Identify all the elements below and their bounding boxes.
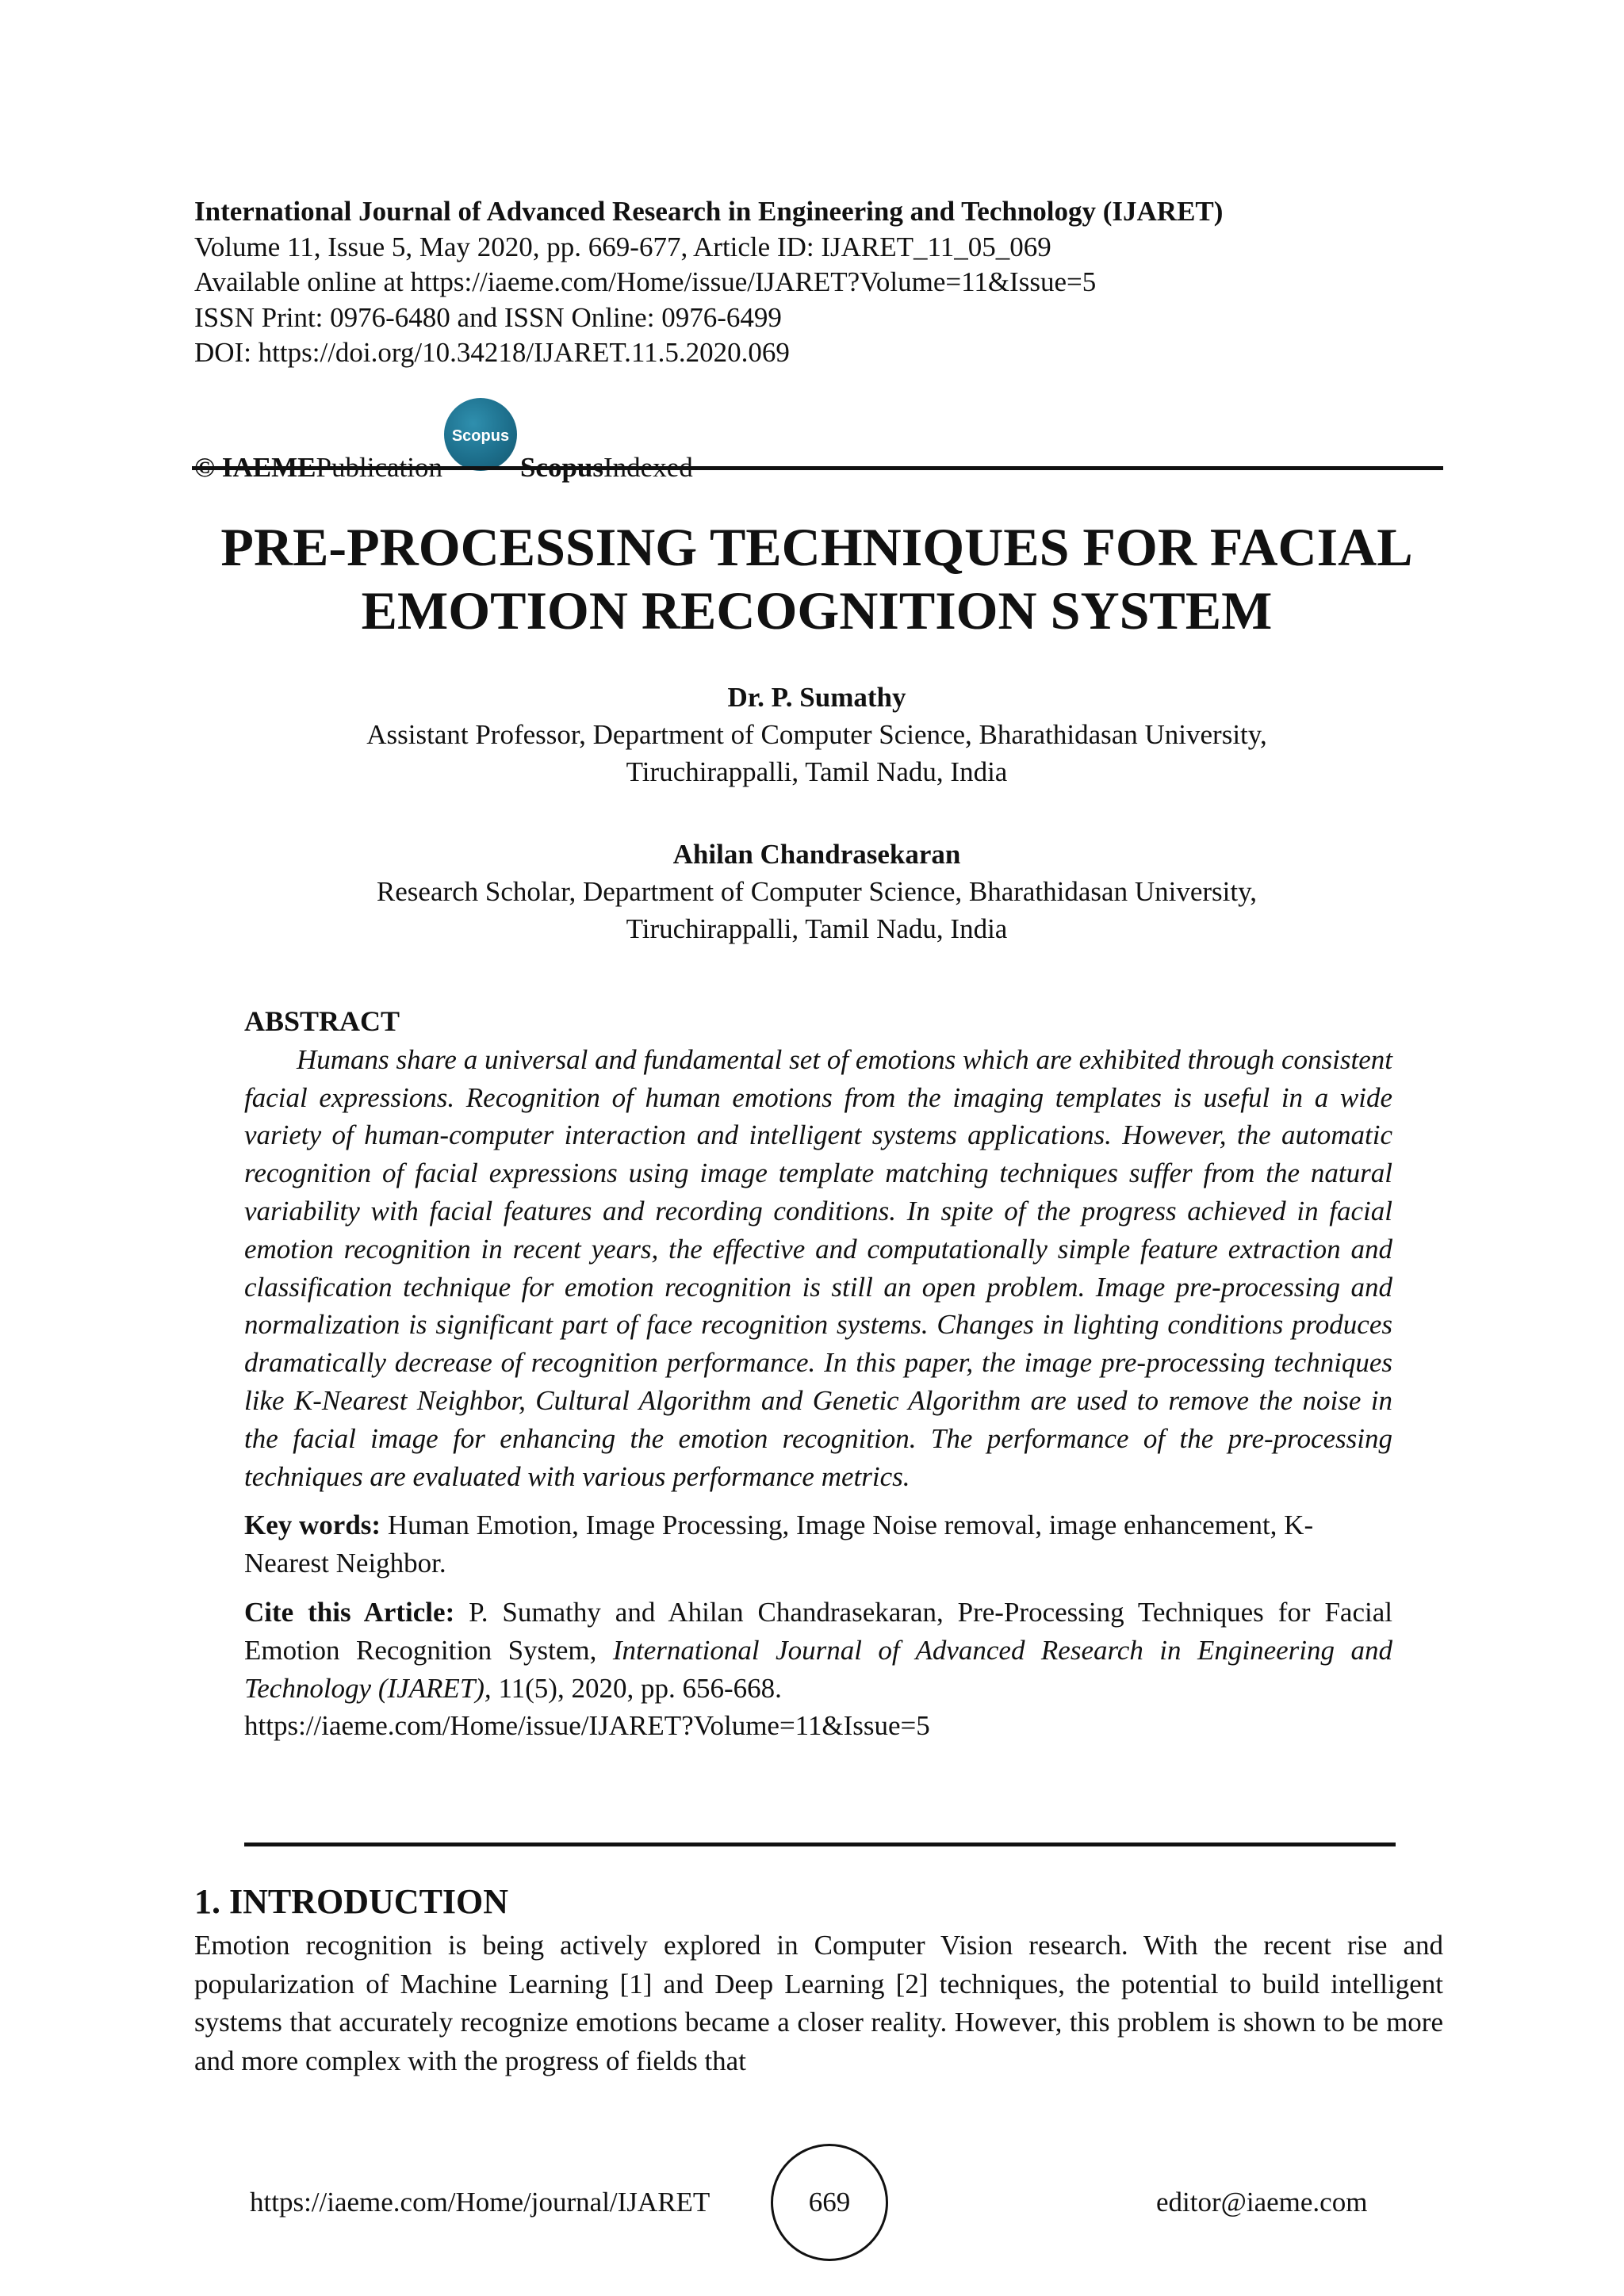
paper-title-line-1: PRE-PROCESSING TECHNIQUES FOR FACIAL — [220, 517, 1413, 577]
cite-details: 11(5), 2020, pp. 656-668. — [491, 1672, 782, 1704]
footer-email-link[interactable]: editor@iaeme.com — [1156, 2187, 1368, 2218]
scopus-logo — [444, 398, 517, 471]
author-affiliation-line-2: Tiruchirappalli, Tamil Nadu, India — [626, 756, 1008, 787]
cite-this-article — [244, 1594, 1392, 1745]
indexed-text: Indexed — [603, 452, 693, 483]
abstract-body: Humans share a universal and fundamental set of emotions which are exhibited through consistent facial expressions. Recognition of human emotions from the imaging templates is useful in a wide variety of human-computer interaction and intelligent systems applications. However, the automatic recognition of facial expressions using image template matching techniques suffer from the natural variability with facial features and recording conditions. In spite of the progress achieved in facial emotion recognition in recent years, the effective and computationally simple feature extraction and classification technique for emotion recognition is still an open problem. Image pre-processing and normalization is significant part of face recognition systems. Changes in lighting conditions produces dramatically decrease of recognition performance. In this paper, the image pre-processing techniques like K-Nearest Neighbor, Cultural Algorithm and Genetic Algorithm are used to remove the noise in the facial image for enhancing the emotion recognition. The performance of the pre-processing techniques are evaluated with various performance metrics. — [244, 1043, 1392, 1492]
author-affiliation-line-2: Tiruchirappalli, Tamil Nadu, India — [626, 913, 1008, 944]
author-affiliation-line-1: Research Scholar, Department of Computer Science, Bharathidasan University, — [376, 876, 1258, 907]
header-divider — [192, 466, 1443, 470]
keywords — [244, 1506, 1392, 1582]
keywords-text: Human Emotion, Image Processing, Image Noise removal, image enhancement, K-Nearest Neighbor. — [244, 1510, 1314, 1579]
paper-title — [143, 515, 1491, 642]
scopus-label: Scopus — [519, 452, 604, 483]
copyright-iaeme: © IAEME — [194, 452, 316, 483]
cite-journal: International Journal of Advanced Research in Engineering and Technology (IJARET), — [244, 1634, 1392, 1704]
available-online-line: Available online at https://iaeme.com/Home/issue/IJARET?Volume=11&Issue=5 — [194, 266, 1097, 297]
introduction-heading: 1. INTRODUCTION — [194, 1882, 509, 1921]
introduction-body: Emotion recognition is being actively explored in Computer Vision research. With the recent rise and popularization of Machine Learning [1] and Deep Learning [2] techniques, the potential to build intelligent systems that accurately recognize emotions became a closer reality. However, this problem is shown to be more and more complex with the progress of fields that — [194, 1930, 1443, 2076]
abstract-heading: ABSTRACT — [244, 1005, 400, 1037]
doi-line: DOI: https://doi.org/10.34218/IJARET.11.5.2020.069 — [194, 337, 790, 368]
publication-line — [194, 412, 693, 485]
scopus-logo-text: Scopus — [451, 427, 510, 445]
cite-text: P. Sumathy and Ahilan Chandrasekaran, Pre-Processing Techniques for Facial Emotion Recognition System, — [244, 1596, 1392, 1666]
abstract-divider — [244, 1843, 1396, 1846]
cite-url-link[interactable]: https://iaeme.com/Home/issue/IJARET?Volume=11&Issue=5 — [244, 1710, 930, 1742]
publication-text: Publication — [316, 452, 442, 483]
journal-header — [194, 194, 1463, 371]
author-block-1 — [143, 679, 1491, 790]
keywords-label: Key words: — [244, 1510, 381, 1541]
author-affiliation-line-1: Assistant Professor, Department of Computer Science, Bharathidasan University, — [366, 719, 1267, 750]
footer-journal-link[interactable]: https://iaeme.com/Home/journal/IJARET — [250, 2187, 710, 2218]
author-name: Ahilan Chandrasekaran — [672, 839, 961, 870]
introduction-section — [194, 1881, 1443, 2080]
paper-title-line-2: EMOTION RECOGNITION SYSTEM — [361, 580, 1273, 641]
issn-line: ISSN Print: 0976-6480 and ISSN Online: 0976-6499 — [194, 301, 782, 333]
author-block-2 — [143, 836, 1491, 947]
page-number: 669 — [771, 2144, 888, 2261]
cite-label: Cite this Article: — [244, 1596, 455, 1628]
volume-line: Volume 11, Issue 5, May 2020, pp. 669-677, Article ID: IJARET_11_05_069 — [194, 231, 1051, 262]
author-name: Dr. P. Sumathy — [727, 682, 906, 713]
journal-title: International Journal of Advanced Research in Engineering and Technology (IJARET) — [194, 196, 1224, 227]
abstract-section — [244, 1003, 1392, 1745]
